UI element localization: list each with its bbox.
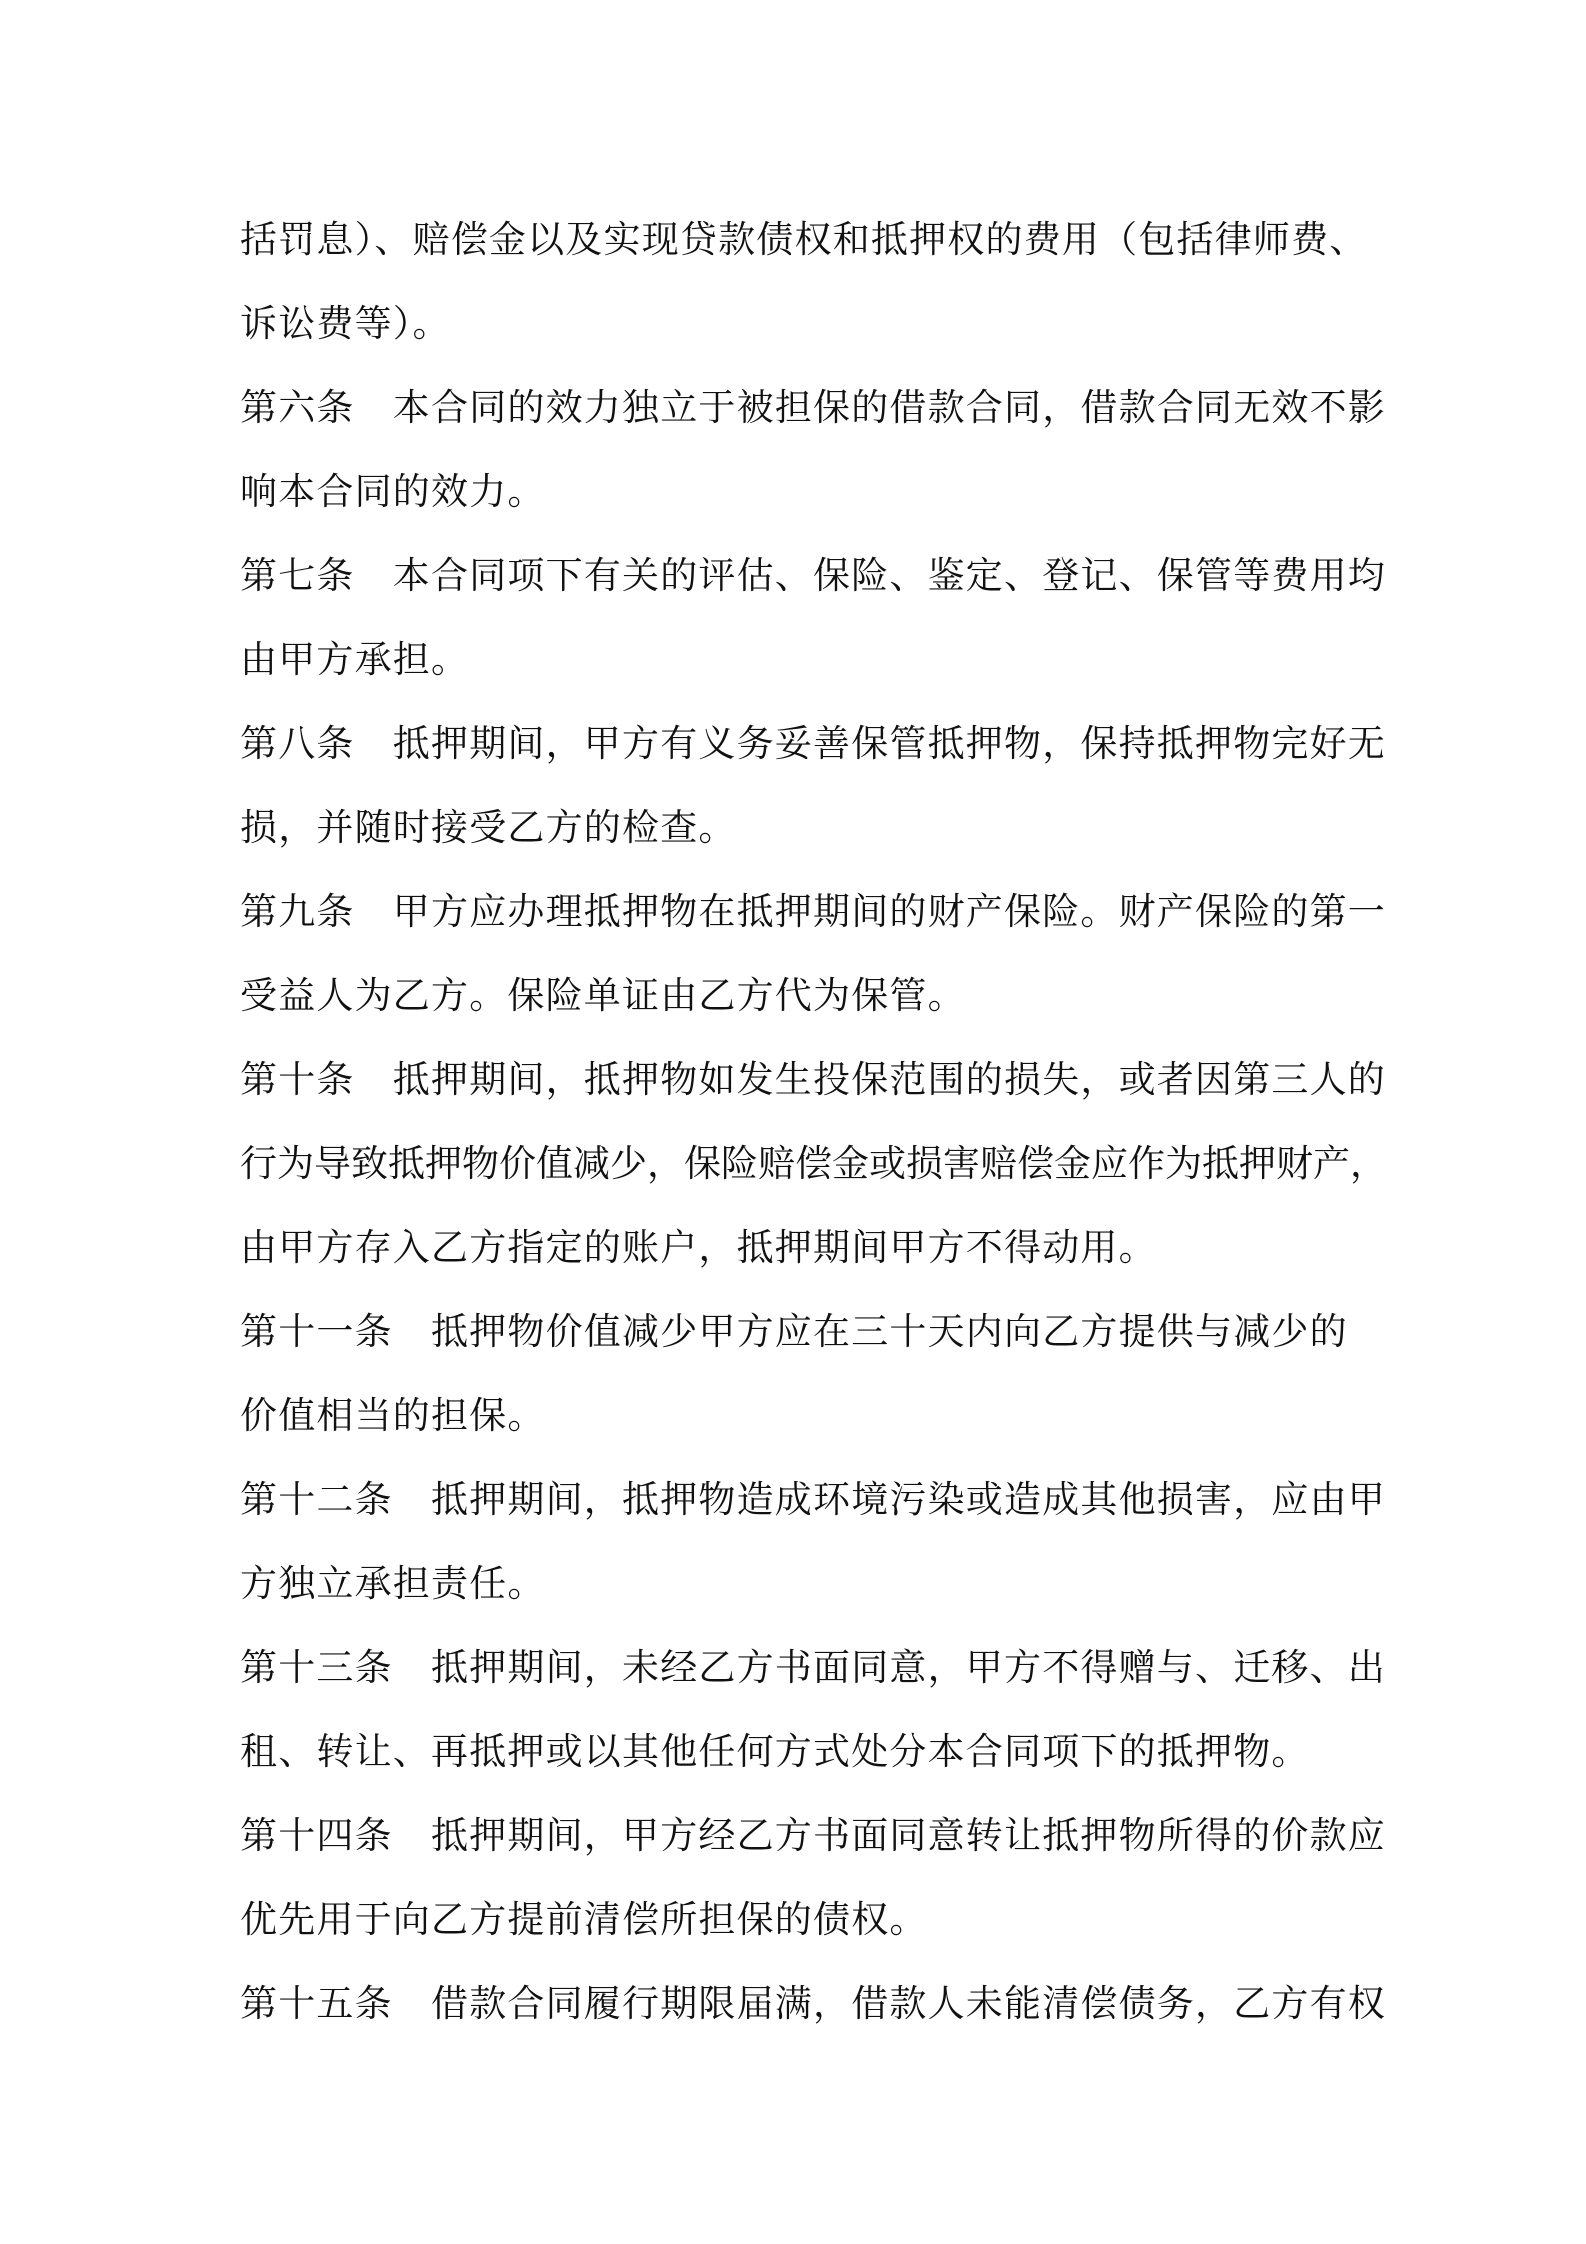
article-10-line-1: 第十条 抵押期间，抵押物如发生投保范围的损失，或者因第三人的 <box>240 1058 1386 1101</box>
article-10-line-2: 行为导致抵押物价值减少，保险赔偿金或损害赔偿金应作为抵押财产， <box>240 1142 1387 1185</box>
article-14-line-2: 优先用于向乙方提前清偿所担保的债权。 <box>240 1898 928 1941</box>
article-13-line-2: 租、转让、再抵押或以其他任何方式处分本合同项下的抵押物。 <box>240 1730 1310 1773</box>
article-6-line-1: 第六条 本合同的效力独立于被担保的借款合同，借款合同无效不影 <box>240 386 1386 429</box>
article-8-line-2: 损，并随时接受乙方的检查。 <box>240 806 737 849</box>
article-11-line-1: 第十一条 抵押物价值减少甲方应在三十天内向乙方提供与减少的 <box>240 1310 1348 1353</box>
article-7-line-2: 由甲方承担。 <box>240 638 470 681</box>
article-9-line-2: 受益人为乙方。保险单证由乙方代为保管。 <box>240 974 966 1017</box>
document-page <box>240 198 1387 2046</box>
article-8-line-1: 第八条 抵押期间，甲方有义务妥善保管抵押物，保持抵押物完好无 <box>240 722 1386 765</box>
article-13-line-1: 第十三条 抵押期间，未经乙方书面同意，甲方不得赠与、迁移、出 <box>240 1646 1386 1689</box>
text-line: 括罚息）、赔偿金以及实现贷款债权和抵押权的费用（包括律师费、 <box>240 218 1368 261</box>
article-12-line-1: 第十二条 抵押期间，抵押物造成环境污染或造成其他损害，应由甲 <box>240 1478 1386 1521</box>
text-line: 诉讼费等）。 <box>240 302 451 345</box>
article-15-line-1: 第十五条 借款合同履行期限届满，借款人未能清偿债务，乙方有权 <box>240 1982 1386 2025</box>
article-9-line-1: 第九条 甲方应办理抵押物在抵押期间的财产保险。财产保险的第一 <box>240 890 1386 933</box>
article-14-line-1: 第十四条 抵押期间，甲方经乙方书面同意转让抵押物所得的价款应 <box>240 1814 1386 1857</box>
article-10-line-3: 由甲方存入乙方指定的账户，抵押期间甲方不得动用。 <box>240 1226 1157 1269</box>
article-12-line-2: 方独立承担责任。 <box>240 1562 546 1605</box>
article-7-line-1: 第七条 本合同项下有关的评估、保险、鉴定、登记、保管等费用均 <box>240 554 1386 597</box>
article-6-line-2: 响本合同的效力。 <box>240 470 546 513</box>
article-11-line-2: 价值相当的担保。 <box>240 1394 546 1437</box>
